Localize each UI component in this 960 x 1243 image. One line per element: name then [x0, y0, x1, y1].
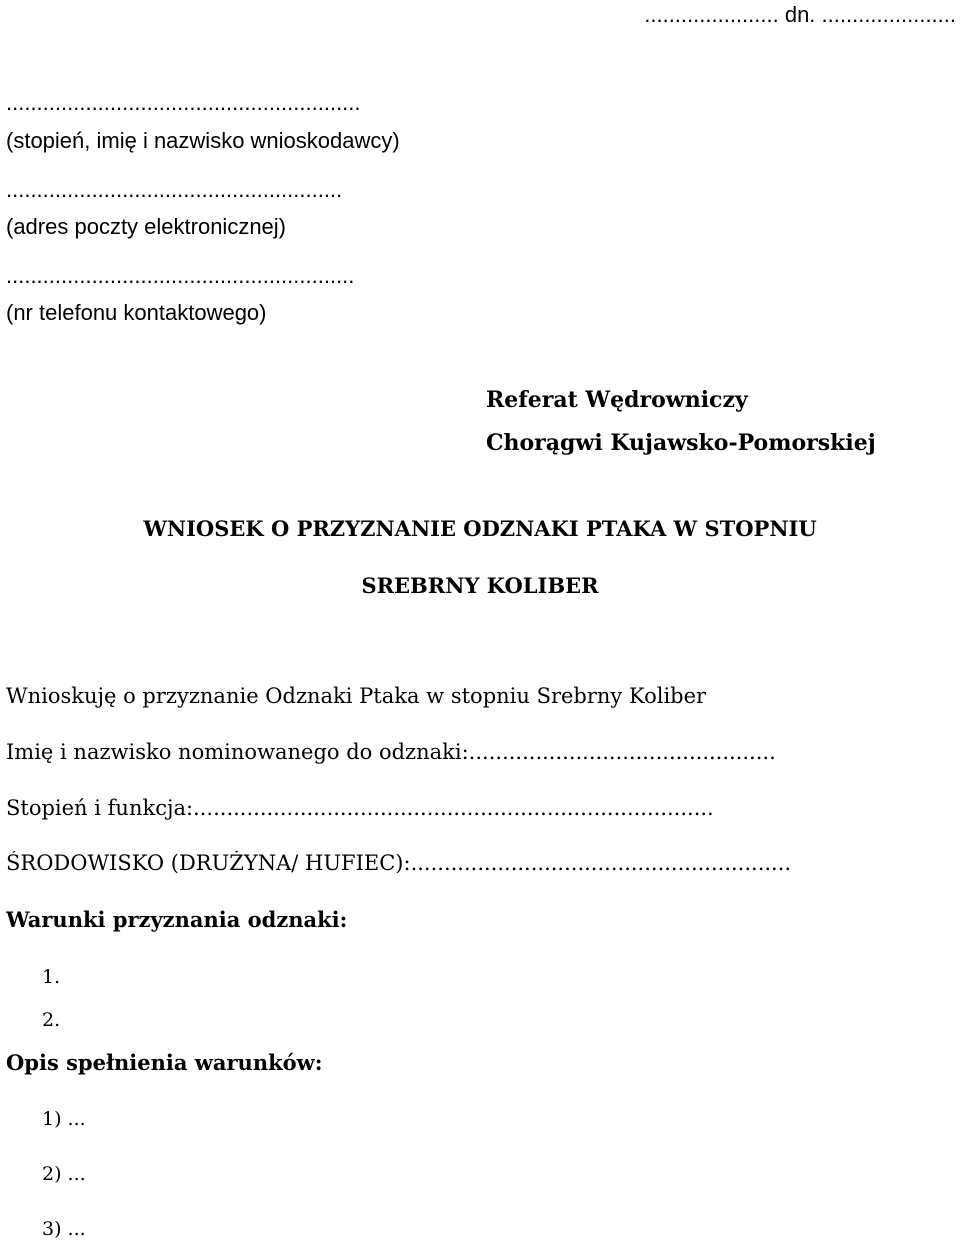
- addressee-line2: Chorągwi Kujawsko-Pomorskiej: [486, 430, 876, 456]
- rank-function-field: Stopień i funkcja:..............................................................................: [6, 796, 714, 820]
- nominee-field: Imię i nazwisko nominowanego do odznaki:..............................................: [6, 740, 776, 764]
- applicant-rank-name-caption: (stopień, imię i nazwisko wnioskodawcy): [6, 128, 400, 153]
- applicant-rank-name-dots: ..........................................................: [6, 90, 361, 115]
- addressee-line1: Referat Wędrowniczy: [486, 387, 748, 413]
- email-dots: .......................................................: [6, 177, 343, 202]
- phone-dots: .........................................................: [6, 263, 355, 288]
- conditions-heading: Warunki przyznania odznaki:: [6, 907, 348, 932]
- fulfillment-item-1: 1) ...: [42, 1108, 86, 1130]
- fulfillment-item-2: 2) ...: [42, 1163, 86, 1185]
- fulfillment-item-3: 3) ...: [42, 1218, 86, 1240]
- fulfillment-heading: Opis spełnienia warunków:: [6, 1050, 323, 1075]
- request-line: Wnioskuję o przyznanie Odznaki Ptaka w stopniu Srebrny Koliber: [6, 684, 707, 708]
- email-caption: (adres poczty elektronicznej): [6, 214, 287, 239]
- document-title-line1: WNIOSEK O PRZYZNANIE ODZNAKI PTAKA W STOPNIU: [143, 516, 817, 541]
- document-title-line2: SREBRNY KOLIBER: [361, 573, 599, 598]
- condition-item-2: 2.: [42, 1009, 61, 1031]
- environment-field: ŚRODOWISKO (DRUŻYNA/ HUFIEC):.........................................................: [6, 851, 792, 875]
- condition-item-1: 1.: [42, 966, 61, 988]
- phone-caption: (nr telefonu kontaktowego): [6, 300, 267, 325]
- date-line: ...................... dn. ......................: [644, 2, 956, 27]
